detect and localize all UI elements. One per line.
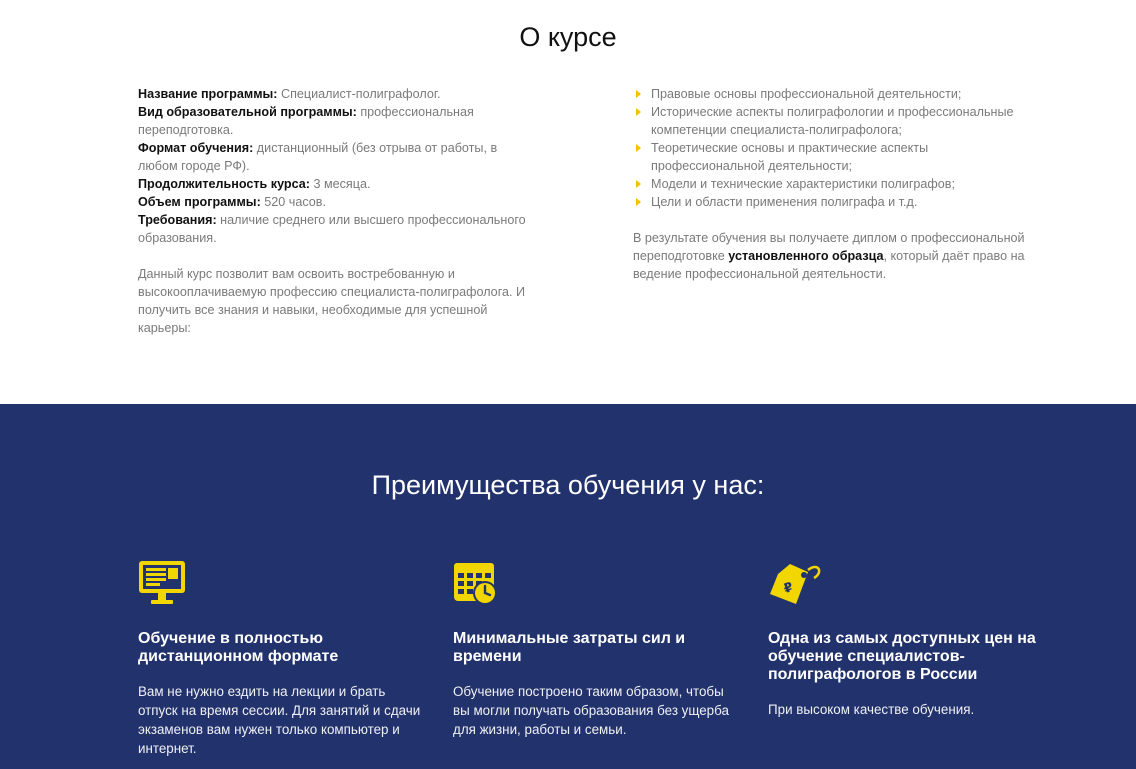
volume-row <box>138 193 538 211</box>
format-label: Формат обучения: <box>138 141 254 155</box>
about-title: О курсе <box>519 22 617 52</box>
format-row <box>138 139 538 175</box>
feature-text: Вам не нужно ездить на лекции и брать отпуск на время сессии. Для занятий и сдачи экзаменов вам нужен только компьютер и интернет. <box>138 684 421 756</box>
result-after: , который даёт право на ведение профессиональной деятельности. <box>633 249 1025 281</box>
bullet-icon <box>636 144 641 152</box>
feature-text: Обучение построено таким образом, чтобы вы могли получать образования без ущерба для жизни, работы и семьи. <box>453 684 729 737</box>
program-details <box>138 85 538 337</box>
feature-title: Минимальные затраты сил и времени <box>453 630 686 665</box>
feature-text: При высоком качестве обучения. <box>768 702 975 717</box>
calendar-clock-icon <box>453 560 503 608</box>
program-type-row <box>138 103 538 139</box>
list-item <box>651 175 1043 193</box>
feature-title: Одна из самых доступных цен на обучение специалистов-полиграфологов в России <box>768 630 1036 683</box>
result-text <box>633 229 1043 283</box>
list-item <box>651 85 1043 103</box>
feature-title: Обучение в полностью дистанционном формате <box>138 630 339 665</box>
bullet-icon <box>636 90 641 98</box>
requirements-value: наличие среднего или высшего профессионального образования. <box>138 213 526 245</box>
advantages-section <box>0 404 1136 769</box>
volume-value: 520 часов. <box>260 195 326 209</box>
topic-text: Правовые основы профессиональной деятельности; <box>651 87 962 101</box>
list-item <box>651 103 1043 139</box>
result-bold: установленного образца <box>728 249 884 263</box>
topics-list <box>633 85 1043 211</box>
duration-value: 3 месяца. <box>309 177 371 191</box>
monitor-icon <box>138 560 188 608</box>
requirements-row <box>138 211 538 247</box>
feature-price <box>768 560 1058 719</box>
topic-text: Модели и технические характеристики полиграфов; <box>651 177 955 191</box>
course-topics <box>633 85 1043 283</box>
bullet-icon <box>636 108 641 116</box>
topic-text: Исторические аспекты полиграфологии и профессиональные компетенции специалиста-полиграфолога; <box>651 105 1014 137</box>
program-name-value: Специалист-полиграфолог. <box>277 87 441 101</box>
bullet-icon <box>636 180 641 188</box>
course-description: Данный курс позволит вам освоить востребованную и высокооплачиваемую профессию специалиста-полиграфолога. И получить все знания и навыки, необходимые для успешной карьеры: <box>138 267 526 335</box>
program-name-row <box>138 85 538 103</box>
feature-time <box>453 560 743 739</box>
topic-text: Теоретические основы и практические аспекты профессиональной деятельности; <box>651 141 929 173</box>
price-tag-icon <box>768 560 818 608</box>
program-name-label: Название программы: <box>138 87 278 101</box>
topic-text: Цели и области применения полиграфа и т.д. <box>651 195 918 209</box>
list-item <box>651 193 1043 211</box>
svg-text:₽: ₽ <box>781 579 796 597</box>
format-value: дистанционный (без отрыва от работы, в любом городе РФ). <box>138 141 498 173</box>
result-before: В результате обучения вы получаете диплом о профессиональной переподготовке <box>633 231 1025 263</box>
volume-label: Объем программы: <box>138 195 261 209</box>
bullet-icon <box>636 198 641 206</box>
advantages-title: Преимущества обучения у нас: <box>371 470 765 500</box>
duration-label: Продолжительность курса: <box>138 177 310 191</box>
list-item <box>651 139 1043 175</box>
feature-remote <box>138 560 428 758</box>
duration-row <box>138 175 538 193</box>
program-type-label: Вид образовательной программы: <box>138 105 357 119</box>
requirements-label: Требования: <box>138 213 217 227</box>
program-type-value: профессиональная переподготовка. <box>138 105 474 137</box>
